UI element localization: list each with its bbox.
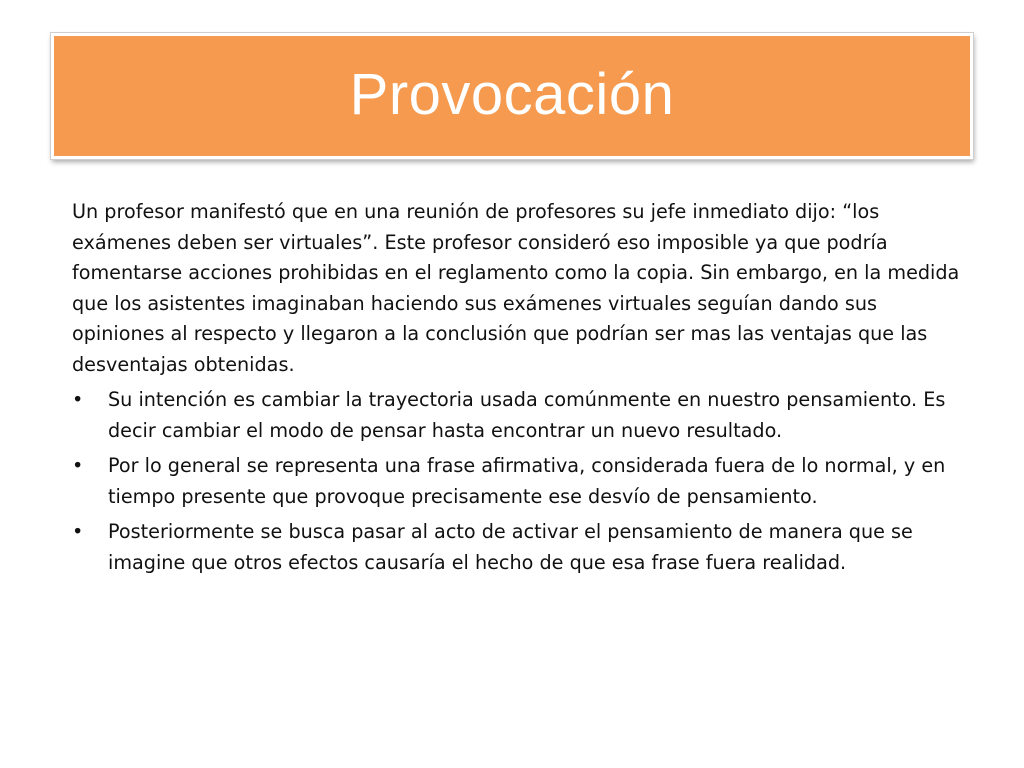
bullet-text: Posteriormente se busca pasar al acto de activar el pensamiento de manera que se imagine que otros efectos causaría el hecho de que esa frase fuera realidad. — [108, 520, 913, 574]
bullet-item — [72, 385, 962, 446]
bullet-text: Su intención es cambiar la trayectoria usada comúnmente en nuestro pensamiento. Es decir cambiar el modo de pensar hasta encontrar un nuevo resultado. — [108, 388, 946, 442]
bullet-item — [72, 451, 962, 512]
bullet-item — [72, 517, 962, 578]
slide-body — [72, 197, 962, 583]
intro-paragraph: Un profesor manifestó que en una reunión de profesores su jefe inmediato dijo: “los exámenes deben ser virtuales”. Este profesor consideró eso imposible ya que podría fomentarse acciones prohibidas en el reglamento como la copia. Sin embargo, en la medida que los asistentes imaginaban haciendo sus exámenes virtuales seguían dando sus opiniones al respecto y llegaron a la conclusión que podrían ser mas las ventajas que las desventajas obtenidas. — [72, 200, 960, 376]
bullet-list — [72, 385, 962, 578]
slide-title: Provocación — [349, 61, 675, 127]
bullet-icon: • — [72, 454, 84, 477]
bullet-text: Por lo general se representa una frase afirmativa, considerada fuera de lo normal, y en tiempo presente que provoque precisamente ese desvío de pensamiento. — [108, 454, 946, 508]
bullet-icon: • — [72, 520, 84, 543]
title-banner — [51, 33, 973, 159]
bullet-icon: • — [72, 388, 84, 411]
